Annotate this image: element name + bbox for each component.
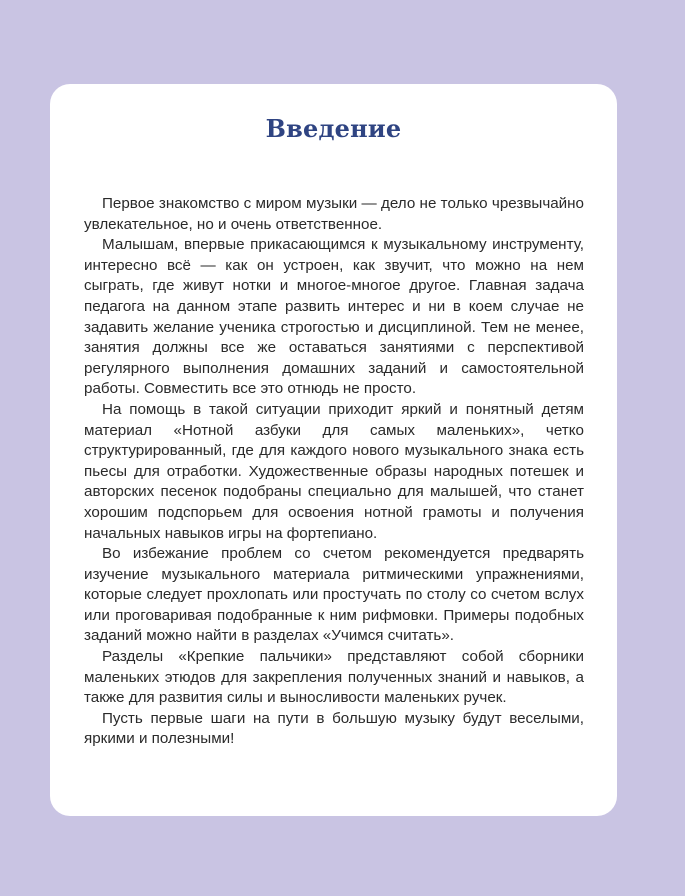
paragraph-5: Разделы «Крепкие пальчики» представляют собой сборники маленьких этюдов для закрепления полученных знаний и навыков, а также для развития силы и выносливости маленьких ручек. — [84, 648, 584, 707]
paragraph-2: Малышам, впервые прикасающимся к музыкальному инструменту, интересно всё — как он устроен, как звучит, что можно на нем сыграть, где живут нотки и многое-многое другое. Главная задача педагога на данном этапе развить интерес и ни в коем случае не задавить желание ученика строгостью и дисциплиной. Тем не менее, занятия должны все же оставаться занятиями с перспективой регулярного выполнения домашних заданий и самостоятельной работы. Совместить все это отнюдь не просто. — [84, 236, 584, 398]
page-card — [50, 84, 617, 816]
paragraph-1: Первое знакомство с миром музыки — дело не только чрезвычайно увлекательное, но и очень ответственное. — [84, 195, 584, 233]
page-title: Введение — [265, 114, 402, 143]
paragraph-4: Во избежание проблем со счетом рекомендуется предварять изучение музыкального материала ритмическими упражнениями, которые следует прохлопать или простучать по столу со счетом вслух или проговаривая подобранные к ним рифмовки. Примеры подобных заданий можно найти в разделах «Учимся считать». — [84, 545, 584, 645]
paragraph-3: На помощь в такой ситуации приходит яркий и понятный детям материал «Нотной азбуки для самых маленьких», четко структурированный, где для каждого нового музыкального знака есть пьесы для отработки. Художественные образы народных потешек и авторских песенок подобраны специально для малышей, что станет хорошим подспорьем для освоения нотной грамоты и получения начальных навыков игры на фортепиано. — [84, 400, 584, 542]
paragraph-6: Пусть первые шаги на пути в большую музыку будут веселыми, яркими и полезными! — [84, 709, 584, 748]
body-text — [84, 194, 584, 750]
